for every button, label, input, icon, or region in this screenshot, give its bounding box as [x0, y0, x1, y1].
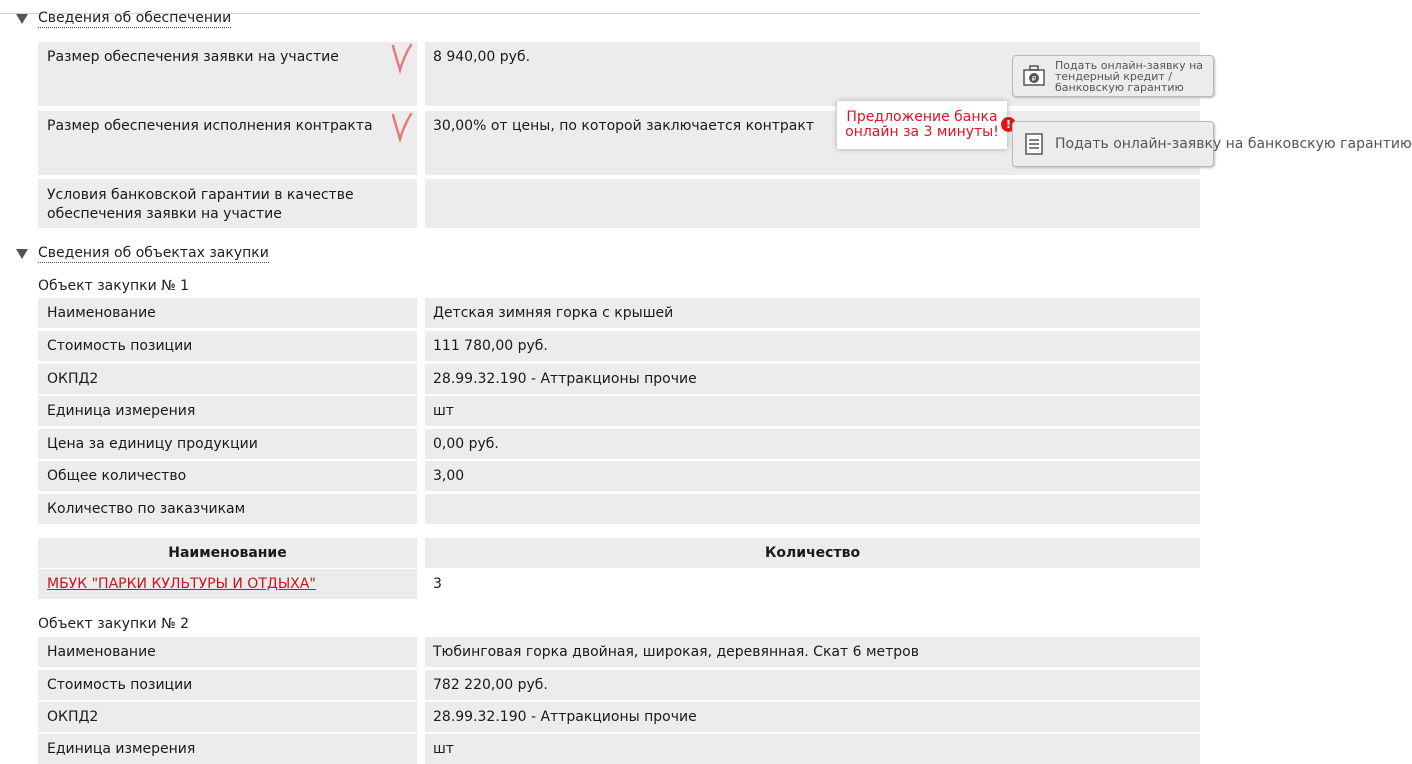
table-row — [38, 461, 1200, 491]
briefcase-icon — [1021, 63, 1047, 89]
check-mark-icon — [391, 42, 413, 72]
row-value: 28.99.32.190 - Аттракционы прочие — [433, 709, 697, 725]
row-label: Количество по заказчикам — [47, 501, 246, 517]
table-row — [38, 734, 1200, 764]
row-label: Стоимость позиции — [47, 338, 193, 354]
object-heading: Объект закупки № 2 — [38, 616, 190, 632]
row-label: Стоимость позиции — [47, 677, 193, 693]
section-title-security[interactable]: Сведения об обеспечении — [38, 10, 232, 26]
row-label: Размер обеспечения заявки на участие — [47, 49, 339, 65]
table-row — [38, 637, 1200, 667]
row-value: шт — [433, 403, 454, 419]
row-label: Общее количество — [47, 468, 187, 484]
row-value — [425, 179, 1200, 228]
table-row — [38, 364, 1200, 394]
section-toggle-objects[interactable] — [16, 245, 269, 263]
table-row — [38, 702, 1200, 732]
alert-icon: ! — [1001, 117, 1016, 132]
table-row — [38, 298, 1200, 328]
customer-row — [38, 569, 1200, 599]
button-label: Подать онлайн-заявку на тендерный кредит / банковскую гарантию — [1055, 58, 1204, 94]
row-label: Наименование — [47, 305, 156, 321]
table-row — [38, 396, 1200, 426]
row-value: 782 220,00 руб. — [433, 677, 548, 693]
row-value: 3,00 — [433, 468, 465, 484]
customer-name-cell — [38, 569, 417, 599]
row-label: Единица измерения — [47, 403, 196, 419]
bank-guarantee-button[interactable] — [1012, 121, 1412, 167]
table-row — [38, 670, 1200, 700]
row-label: Наименование — [47, 644, 156, 660]
column-header-name: Наименование — [168, 545, 287, 561]
row-value: 0,00 руб. — [433, 436, 499, 452]
table-row — [38, 179, 1200, 228]
table-row — [38, 331, 1200, 361]
row-label: Условия банковской гарантии в качестве обеспечения заявки на участие — [47, 187, 354, 222]
customer-link[interactable]: МБУК "ПАРКИ КУЛЬТУРЫ И ОТДЫХА" — [47, 576, 316, 592]
bank-offer-tooltip — [837, 101, 1007, 149]
row-label: ОКПД2 — [47, 709, 99, 725]
row-value: 8 940,00 руб. — [433, 49, 531, 65]
collapse-triangle-icon[interactable] — [16, 14, 28, 24]
row-value: Детская зимняя горка с крышей — [433, 305, 674, 321]
row-value — [425, 494, 1200, 524]
row-value: Тюбинговая горка двойная, широкая, деревянная. Скат 6 метров — [433, 644, 919, 660]
button-label: Подать онлайн-заявку на банковскую гарантию — [1055, 135, 1412, 152]
row-label: ОКПД2 — [47, 371, 99, 387]
row-value: шт — [433, 741, 454, 757]
promo-text: Предложение банка онлайн за 3 минуты! — [845, 109, 999, 140]
object-heading: Объект закупки № 1 — [38, 278, 190, 294]
row-value: 30,00% от цены, по которой заключается контракт — [433, 118, 814, 134]
tender-credit-button[interactable] — [1012, 55, 1214, 97]
customers-table-header — [38, 538, 1200, 568]
document-icon — [1021, 131, 1047, 157]
check-mark-icon — [391, 111, 413, 141]
section-toggle-security[interactable] — [16, 10, 231, 28]
row-label: Единица измерения — [47, 741, 196, 757]
customer-quantity: 3 — [433, 576, 442, 592]
row-label: Размер обеспечения исполнения контракта — [47, 118, 373, 134]
table-row — [38, 429, 1200, 459]
collapse-triangle-icon[interactable] — [16, 249, 28, 259]
row-value: 111 780,00 руб. — [433, 338, 548, 354]
row-value: 28.99.32.190 - Аттракционы прочие — [433, 371, 697, 387]
column-header-quantity: Количество — [764, 545, 861, 561]
row-label: Цена за единицу продукции — [47, 436, 258, 452]
svg-text:₽: ₽ — [1031, 75, 1037, 83]
table-row — [38, 494, 1200, 524]
section-title-objects[interactable]: Сведения об объектах закупки — [38, 245, 269, 261]
